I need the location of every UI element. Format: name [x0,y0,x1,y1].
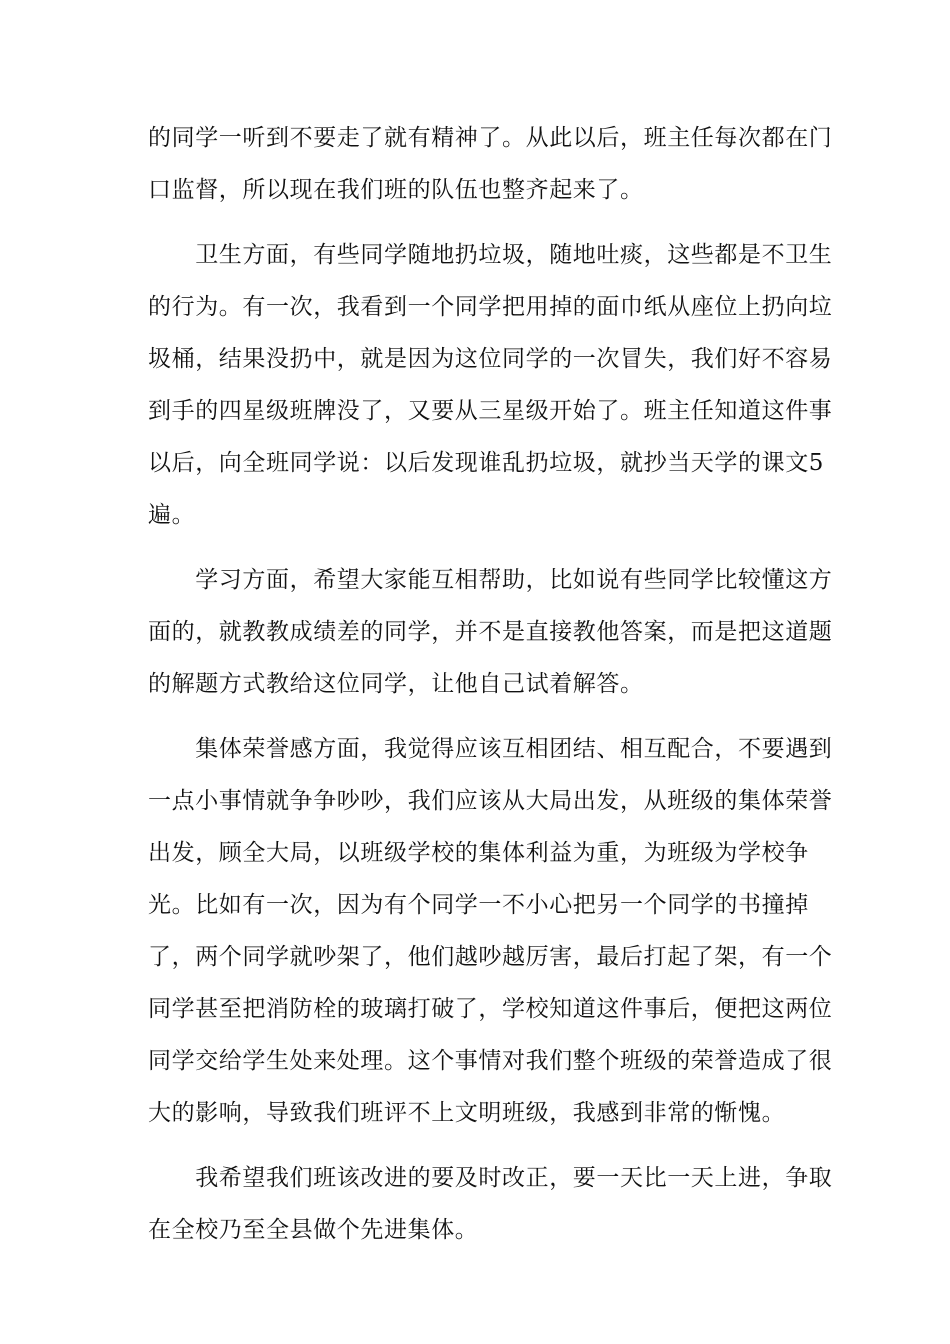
text-line: 出发，顾全大局，以班级学校的集体利益为重，为班级为学校争 [148,840,809,866]
text-line: 圾桶，结果没扔中，就是因为这位同学的一次冒失，我们好不容易 [148,346,833,372]
paragraph-4 [148,723,833,1139]
text-line: 集体荣誉感方面，我觉得应该互相团结、相互配合，不要遇到 [148,736,833,762]
text-line: 到手的四星级班牌没了，又要从三星级开始了。班主任知道这件事 [148,398,833,424]
text-line: 同学甚至把消防栓的玻璃打破了，学校知道这件事后，便把这两位 [148,996,833,1022]
text-line: 在全校乃至全县做个先进集体。 [148,1217,479,1243]
text-line: 了，两个同学就吵架了，他们越吵越厉害，最后打起了架，有一个 [148,944,833,970]
text-line: 同学交给学生处来处理。这个事情对我们整个班级的荣誉造成了很 [148,1048,833,1074]
text-line: 的行为。有一次，我看到一个同学把用掉的面巾纸从座位上扔向垃 [148,294,833,320]
paragraph-1 [148,112,833,216]
text-line: 学习方面，希望大家能互相帮助，比如说有些同学比较懂这方 [148,567,833,593]
text-line: 大的影响，导致我们班评不上文明班级，我感到非常的惭愧。 [148,1100,786,1126]
text-line: 一点小事情就争争吵吵，我们应该从大局出发，从班级的集体荣誉 [148,788,833,814]
text-line: 光。比如有一次，因为有个同学一不小心把另一个同学的书撞掉 [148,892,809,918]
text-line: 的同学一听到不要走了就有精神了。从此以后，班主任每次都在门 [148,125,833,151]
document-body [148,112,833,1256]
text-line: 我希望我们班该改进的要及时改正，要一天比一天上进，争取 [148,1165,833,1191]
text-line: 面的，就教教成绩差的同学，并不是直接教他答案，而是把这道题 [148,619,833,645]
text-line: 的解题方式教给这位同学，让他自己试着解答。 [148,671,644,697]
text-line: 遍。 [148,502,196,528]
paragraph-3 [148,554,833,710]
paragraph-5 [148,1152,833,1256]
paragraph-2 [148,229,833,541]
text-line: 卫生方面，有些同学随地扔垃圾，随地吐痰，这些都是不卫生 [148,242,833,268]
text-line: 以后，向全班同学说：以后发现谁乱扔垃圾，就抄当天学的课文5 [148,450,825,476]
text-line: 口监督，所以现在我们班的队伍也整齐起来了。 [148,177,644,203]
